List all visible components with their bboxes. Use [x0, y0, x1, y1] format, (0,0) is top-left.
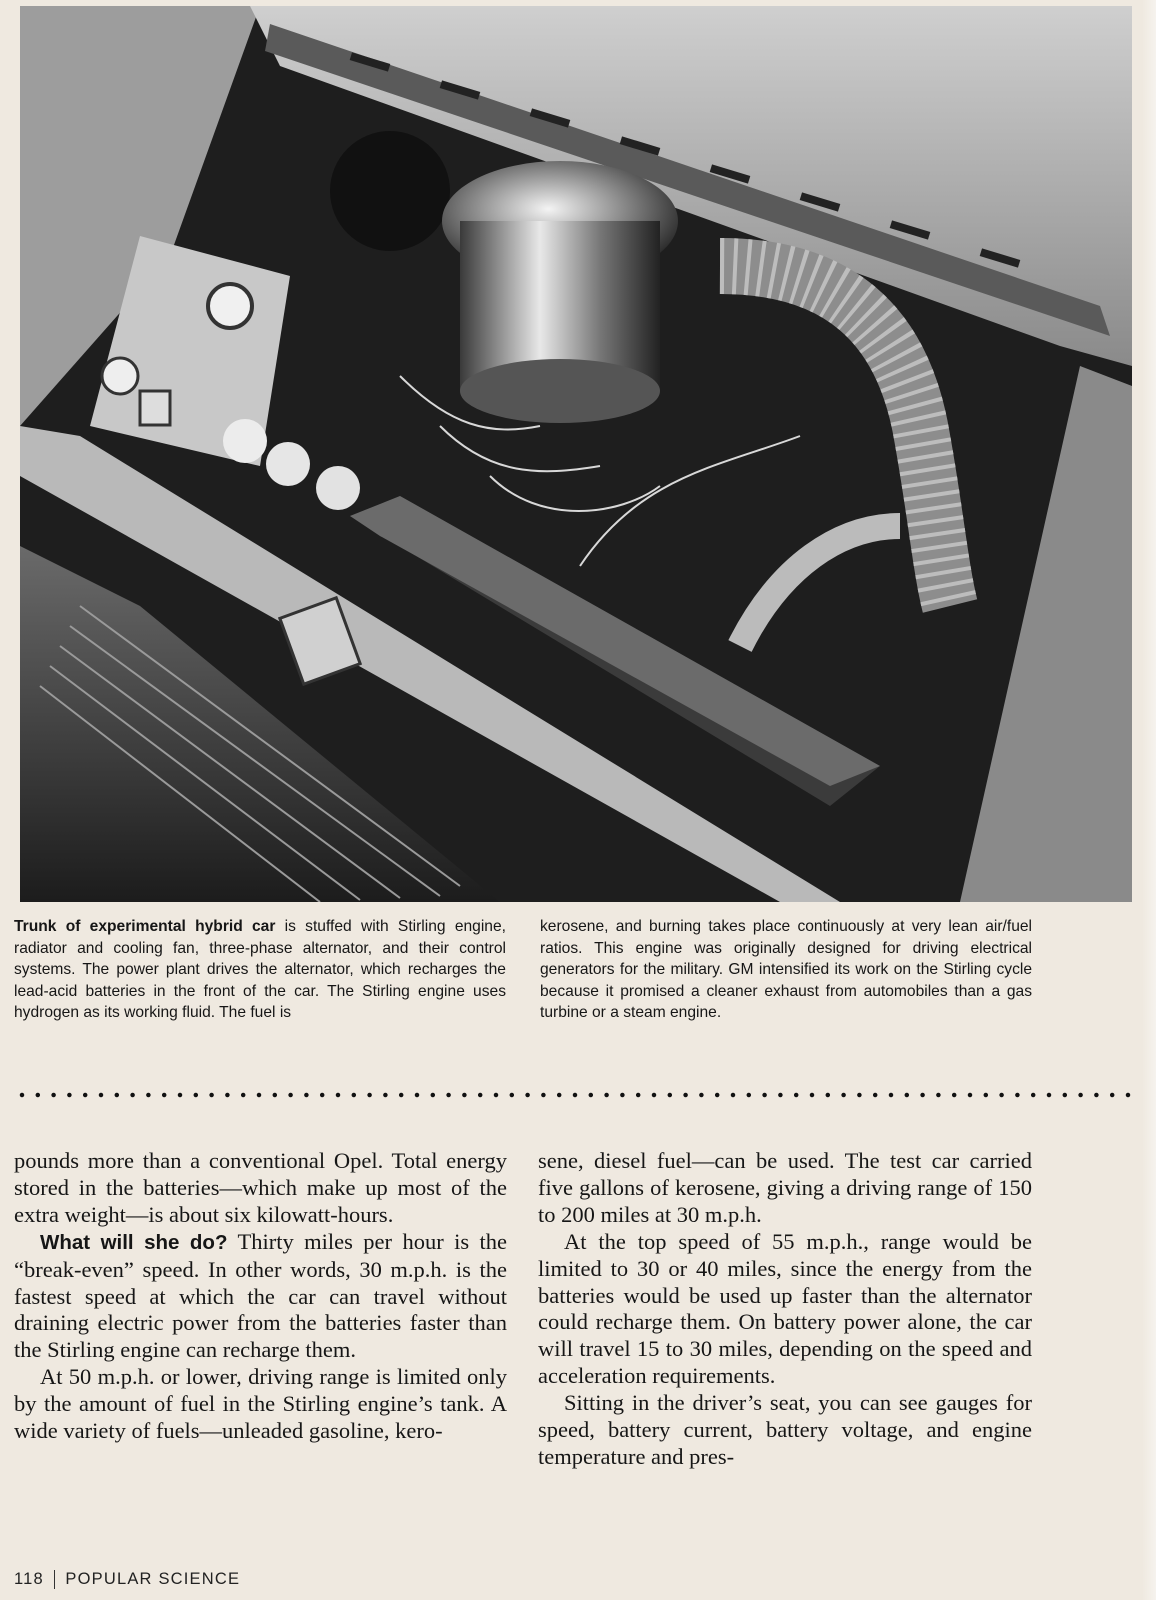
body-paragraph-text: Thirty miles per hour is the “break-even” speed. In other words, 30 m.p.h. is the fastest speed at which the car can travel without draining electric power from the batteries faster than the Stirling engine can recharge them. [14, 1228, 508, 1363]
caption-left-text: is stuffed with Stirling engine, radiator and cooling fan, three-phase alternator, and their control systems. The power plant drives the alternator, which recharges the lead-acid batteries in the front of the car. The Stirling engine uses hydrogen as its working fluid. The fuel is [14, 918, 506, 1022]
photo-caption-left [14, 916, 506, 1024]
body-paragraph: At the top speed of 55 m.p.h., range would be limited to 30 or 40 miles, since the energy from the batteries would be used up faster than the alternator could recharge them. On battery power alone, the car will travel 15 to 30 miles, depending on the speed and acceleration requirements. [538, 1228, 1032, 1389]
page-edge [1142, 0, 1156, 1600]
body-column-right [538, 1148, 1032, 1471]
magazine-name: POPULAR SCIENCE [65, 1570, 241, 1588]
body-paragraph: At 50 m.p.h. or lower, driving range is limited only by the amount of fuel in the Stirling engine’s tank. A wide variety of fuels—unleaded gasoline, kero- [14, 1364, 507, 1444]
dotted-rule [18, 1090, 1136, 1100]
folio-separator [54, 1570, 56, 1589]
body-column-left [14, 1148, 507, 1445]
engine-trunk-photo [20, 6, 1132, 902]
page-folio [14, 1570, 240, 1589]
caption-lead: Trunk of experimental hybrid car [14, 918, 276, 935]
page-number: 118 [14, 1570, 44, 1588]
body-paragraph: pounds more than a conventional Opel. Total energy stored in the batteries—which make up most of the extra weight—is about six kilowatt-hours. [14, 1148, 507, 1227]
body-paragraph: sene, diesel fuel—can be used. The test car carried five gallons of kerosene, giving a driving range of 150 to 200 miles at 30 m.p.h. [538, 1148, 1032, 1227]
subhead-runin: What will she do? [40, 1230, 228, 1254]
body-paragraph: Sitting in the driver’s seat, you can see gauges for speed, battery current, battery voltage, and engine temperature and pres- [538, 1390, 1032, 1469]
body-paragraph [14, 1229, 507, 1365]
photo-caption-right: kerosene, and burning takes place continuously at very lean air/fuel ratios. This engine was originally designed for driving electrical generators for the military. GM intensified its work on the Stirling cycle because it promised a cleaner exhaust from automobiles than a gas turbine or a steam engine. [540, 918, 1032, 1022]
engine-illustration [20, 6, 1132, 902]
